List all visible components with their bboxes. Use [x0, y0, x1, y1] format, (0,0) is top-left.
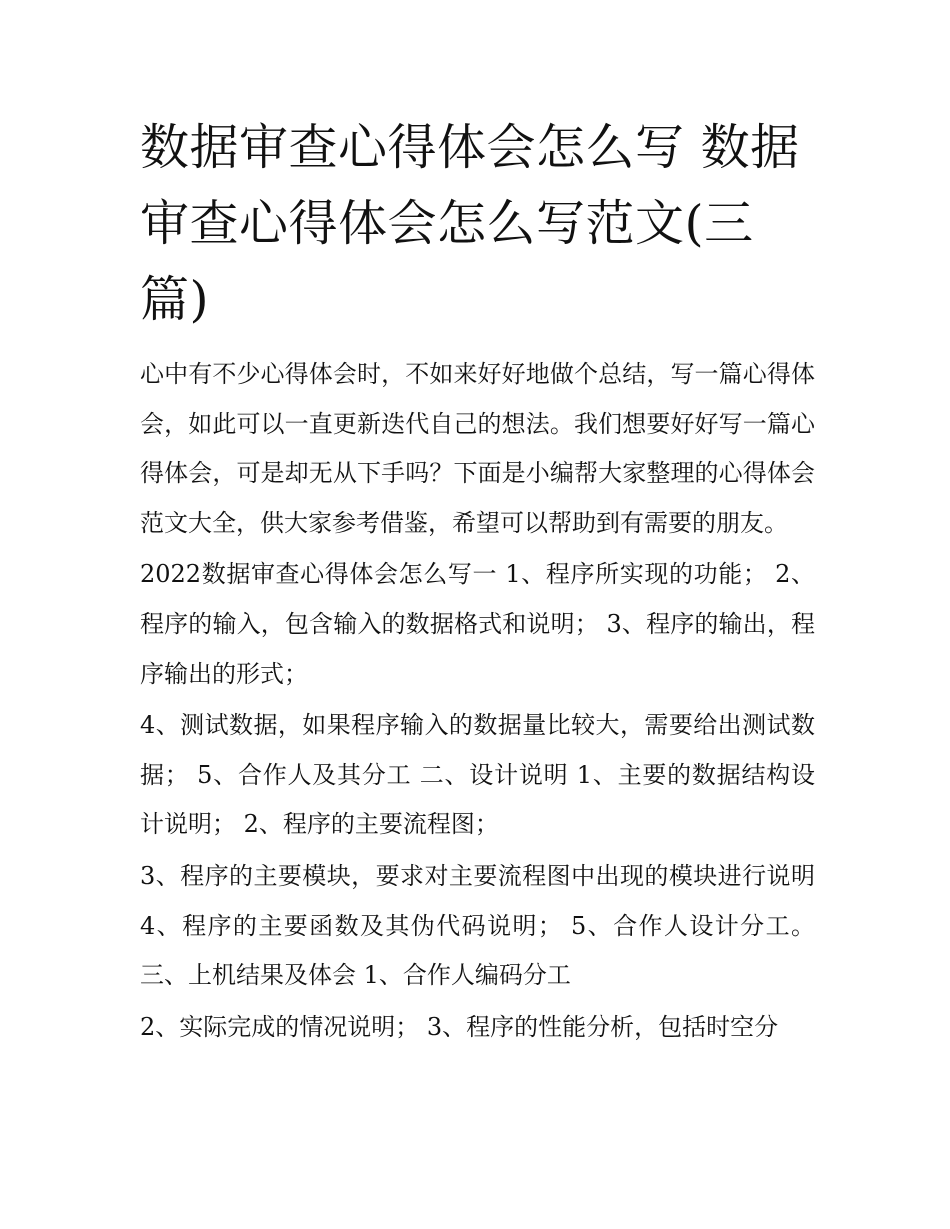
- document-page: [140, 110, 815, 1054]
- body-paragraph: 4、测试数据，如果程序输入的数据量比较大，需要给出测试数据； 5、合作人及其分工 二、设计说明 1、主要的数据结构设计说明； 2、程序的主要流程图；: [140, 711, 815, 839]
- body-paragraph: 2、实际完成的情况说明； 3、程序的性能分析，包括时空分: [140, 1012, 779, 1041]
- body-paragraph: 3、程序的主要模块，要求对主要流程图中出现的模块进行说明 4、程序的主要函数及其伪代码说明； 5、合作人设计分工。 三、上机结果及体会 1、合作人编码分工: [140, 861, 815, 990]
- body-paragraph: 2022数据审查心得体会怎么写一 1、程序所实现的功能； 2、程序的输入，包含输入的数据格式和说明； 3、程序的输出，程序输出的形式；: [140, 560, 815, 688]
- intro-paragraph: 心中有不少心得体会时，不如来好好地做个总结，写一篇心得体会，如此可以一直更新迭代自己的想法。我们想要好好写一篇心得体会，可是却无从下手吗？下面是小编帮大家整理的心得体会范文大全，供大家参考借鉴，希望可以帮助到有需要的朋友。: [140, 360, 815, 537]
- document-title: 数据审查心得体会怎么写 数据审查心得体会怎么写范文(三篇): [140, 119, 800, 328]
